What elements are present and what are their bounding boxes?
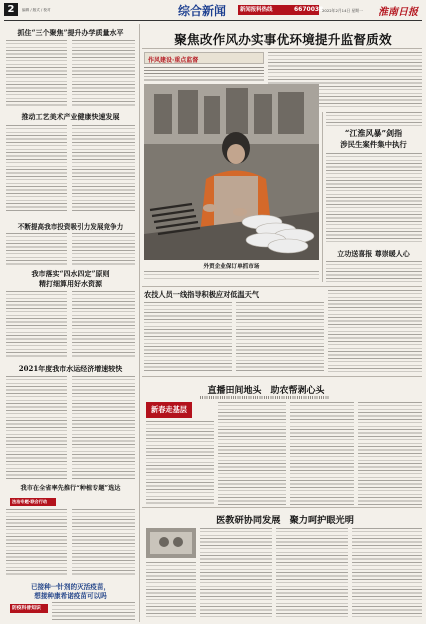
left-headline-3: 不断提高我市投资吸引力发展竞争力 (17, 223, 124, 231)
right-article-1-text (326, 153, 422, 245)
main-headline: 聚焦改作风办实事优环境提升监督质效 (174, 32, 392, 47)
right-headline-1a: “江淮风暴”剑指 (344, 128, 403, 138)
medical-top-rule (142, 507, 422, 508)
live-text-d (358, 402, 422, 505)
medical-text-c (276, 528, 348, 618)
left-article-1-text-b (72, 40, 135, 108)
left-article-7-text (52, 602, 135, 620)
new-spring-tag: 新春走基层 (151, 405, 187, 414)
right-column-divider (322, 112, 323, 282)
left-article-2-text-b (72, 125, 135, 211)
page-header (0, 0, 426, 26)
left-article-4-text (6, 291, 67, 359)
factory-photo (144, 84, 319, 260)
left-headline-4a: 我市落实“四水四定”原则 (31, 269, 110, 278)
left-article-6-text (6, 509, 67, 575)
main-banner-label: 作风建设·重点监督 (148, 57, 199, 64)
issue-date: 2022年2月14日 星期一 (322, 8, 363, 13)
farm-headline: 农技人员一线指导积极应对低温天气 (144, 290, 260, 299)
left-red-tab-1: 法治专题·联合行动 (10, 498, 56, 506)
left-headline-6: 我市在全省率先推行“种植专题”选达 (20, 485, 121, 492)
left-article-3-text-b (72, 233, 135, 265)
left-headline-2: 推动工艺美术产业健康快速发展 (21, 112, 120, 121)
masthead-logo: 淮南日报 (378, 7, 418, 18)
left-headline-7b: 想接种康希诺疫苗可以吗 (34, 592, 107, 600)
left-headline-7a: 已接种一针剂的灭活疫苗， (30, 583, 111, 591)
left-column (4, 24, 137, 622)
live-text-a (146, 421, 214, 505)
medical-headline: 医教研协同发展 聚力呵护眼光明 (216, 515, 354, 526)
farm-text-a (144, 302, 232, 372)
left-red-tab-2: 防疫科普知识 (10, 604, 48, 613)
photo-caption-text (144, 271, 319, 281)
medical-photo (146, 528, 196, 558)
right-article-2-text (326, 261, 422, 285)
editor-meta: 编辑 / 版式 / 校对 (22, 8, 51, 12)
live-headline: 直播田间地头 助农帮剥心头 (207, 386, 325, 396)
medical-text-b (200, 528, 272, 618)
left-article-6-text-b (72, 509, 135, 575)
main-headline-rule (142, 48, 422, 49)
hotline-number: 6670038 (294, 6, 324, 13)
live-top-rule (142, 376, 422, 377)
right-headline-2: 立功送喜报 尊崇暖人心 (337, 249, 410, 258)
farm-text-b (236, 302, 324, 372)
main-banner (144, 52, 264, 64)
medical-photo-svg (146, 528, 196, 558)
left-article-5-text (6, 376, 67, 481)
right-column-top-text (326, 112, 422, 126)
left-article-4-text-b (72, 291, 135, 359)
left-headline-4b: 精打细算用好水资源 (39, 279, 102, 288)
left-article-1-text (6, 40, 67, 108)
left-headline-1: 抓住“三个聚焦”提升办学质量水平 (17, 28, 124, 37)
left-article-2-text (6, 125, 67, 211)
photo-caption: 外贸企业保订单抓市场 (203, 264, 260, 270)
section-title: 综合新闻 (178, 4, 227, 18)
farm-text-c (328, 290, 422, 372)
right-headline-1b: 涉民生案件集中执行 (340, 140, 407, 149)
main-lead-text (144, 67, 264, 81)
factory-photo-svg (144, 84, 319, 260)
left-article-3-text (6, 233, 67, 265)
left-article-5-text-b (72, 376, 135, 481)
live-text-c (290, 402, 354, 505)
medical-text-a (146, 562, 196, 618)
medical-text-d (352, 528, 422, 618)
live-byline (200, 396, 330, 399)
page-number: 2 (7, 4, 15, 15)
farm-top-rule (142, 286, 422, 287)
left-headline-5: 2021年度我市水运经济增速较快 (18, 364, 123, 373)
live-text-b (218, 402, 286, 505)
header-rule (4, 20, 422, 21)
left-column-divider (139, 24, 140, 622)
hotline-label: 新闻报料热线 (238, 5, 293, 15)
